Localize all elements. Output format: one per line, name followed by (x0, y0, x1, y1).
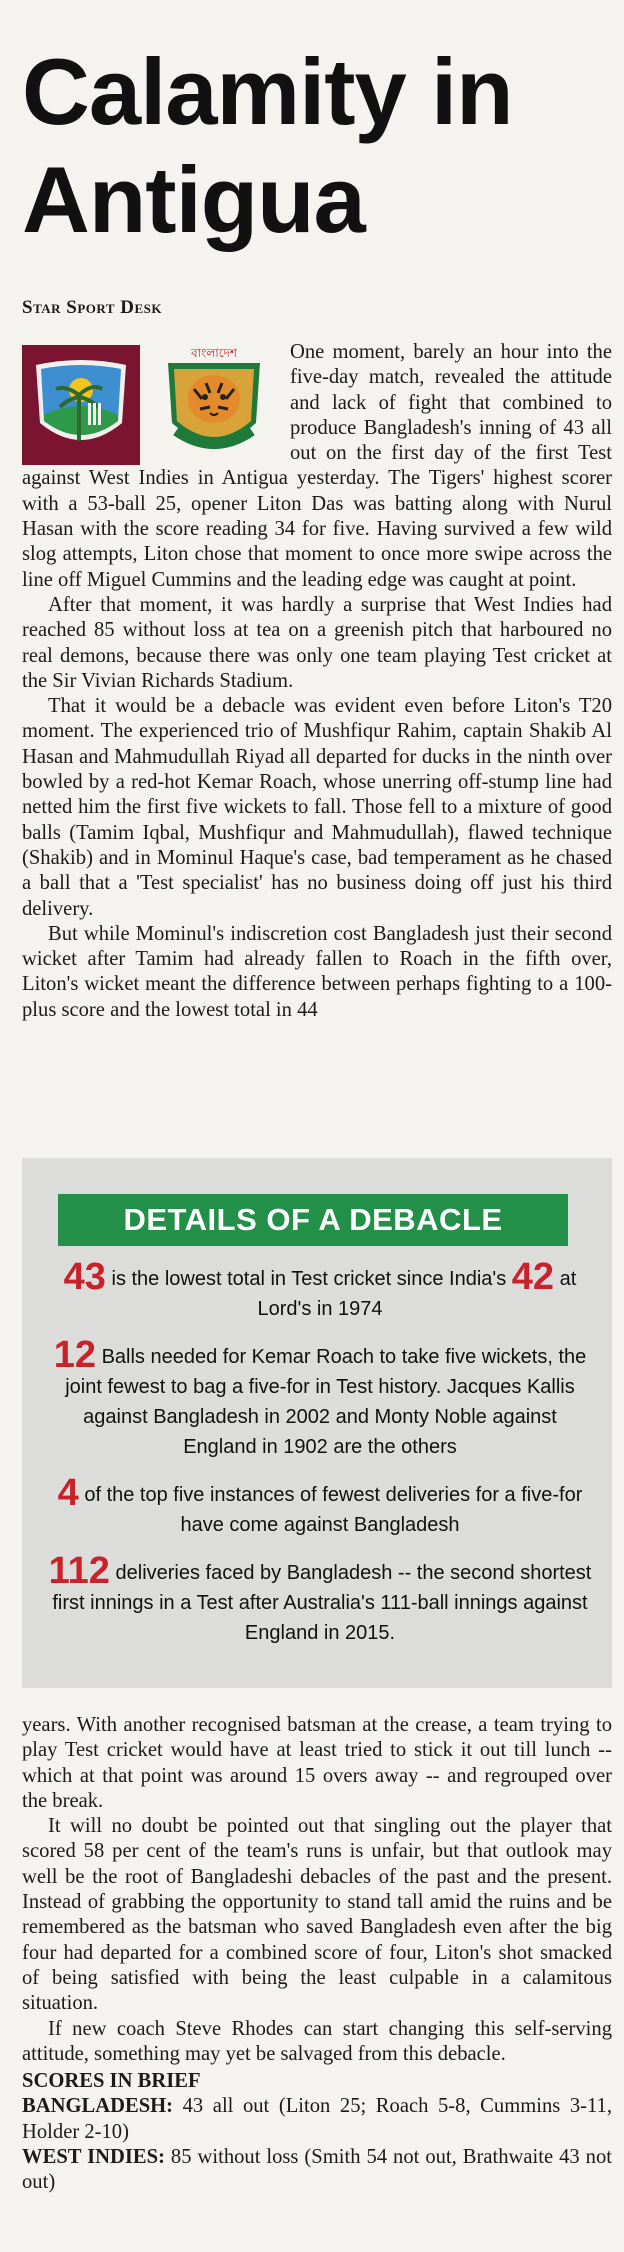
fact-text: Balls needed for Kemar Roach to take five wickets, the joint fewest to bag a five-for in Test history. Jacques Kallis against Bangladesh in 2002 and Monty Noble against England in 1902 are the others (65, 1346, 587, 1458)
fact-number: 43 (63, 1256, 106, 1298)
scores-heading: SCORES IN BRIEF (22, 2070, 201, 2093)
paragraph-4: But while Mominul's indiscretion cost Bangladesh just their second wicket after Tamim had already fallen to Roach in the fifth over, Liton's wicket meant the difference between perhaps fighting to a 100-plus score and the lowest total in 44 (22, 922, 612, 1021)
headline-line-2: Antigua (22, 147, 365, 252)
paragraph-6: It will no doubt be pointed out that singling out the player that scored 58 per cent of the team's runs is unfair, but that outlook may well be the root of Bangladeshi debacles of the past and the present. Instead of grabbing the opportunity to stand tall amid the ruins and be remembered as the batsman who saved Bangladesh even after the big four had departed for a combined score of four, Liton's shot smacked of being satisfied with being the least culpable in a calamitous situation. (22, 1815, 612, 2015)
fact-number: 112 (48, 1550, 110, 1592)
fact-item (46, 1550, 594, 1648)
paragraph-7: If new coach Steve Rhodes can start changing this self-serving attitude, something may yet be salvaged from this debacle. (22, 2017, 612, 2065)
details-box (22, 1158, 612, 1688)
score-detail: 85 without loss (Smith 54 not out, Brathwaite 43 not out) (22, 2146, 612, 2194)
paragraph-1: One moment, barely an hour into the five-day match, revealed the attitude and lack of fight that combined to produce Bangladesh's inning of 43 all out on the first day of the first Test against West Indies in Antigua yesterday. The Tigers' highest scorer with a 53-ball 25, opener Liton Das was batting along with Nurul Hasan with the score reading 34 for five. Having survived a few wild slog attempts, Liton chose that moment to once more swipe across the line off Miguel Cummins and the leading edge was caught at point. (22, 341, 612, 591)
scores-in-brief (22, 2069, 612, 2195)
byline: Star Sport Desk (22, 297, 163, 318)
score-team: BANGLADESH: (22, 2095, 174, 2118)
score-detail: 43 all out (Liton 25; Roach 5-8, Cummins 3-11, Holder 2-10) (22, 2095, 612, 2143)
article-body-part-1 (22, 340, 612, 1023)
score-line (22, 2145, 612, 2196)
fact-number-secondary: 42 (511, 1256, 555, 1298)
headline (22, 38, 612, 254)
paragraph-3: That it would be a debacle was evident even before Liton's T20 moment. The experienced trio of Mushfiqur Rahim, captain Shakib Al Hasan and Mahmudullah Riyad all departed for ducks in the ninth over bowled by a red-hot Kemar Roach, whose unerring off-stump line had netted him the first five wickets to fall. Those fell to a mixture of good balls (Tamim Iqbal, Mushfiqur and Mahmudullah), flawed technique (Shakib) and in Mominul Haque's case, bad temperament as he chased a ball that a 'Test specialist' has no business doing off just his third delivery. (22, 695, 612, 920)
fact-item (46, 1334, 594, 1462)
paragraph-5: years. With another recognised batsman at the crease, a team trying to play Test cricket would have at least tried to stick it out till lunch -- which at that point was around 15 overs away -- and regrouped over the break. (22, 1714, 612, 1812)
fact-text: is the lowest total in Test cricket since India's (105, 1268, 512, 1290)
fact-item (46, 1472, 594, 1540)
score-line (22, 2094, 612, 2145)
article-body-part-2 (22, 1713, 612, 2196)
fact-number: 4 (57, 1472, 79, 1514)
fact-text: of the top five instances of fewest deliveries for a five-for have come against Bangladesh (78, 1484, 583, 1536)
fact-text-secondary: at Lord's in 1974 (257, 1268, 577, 1320)
paragraph-2: After that moment, it was hardly a surprise that West Indies had reached 85 without loss at tea on a greenish pitch that harboured no real demons, because there was only one team playing Test cricket at the Sir Vivian Richards Stadium. (22, 593, 612, 692)
fact-text: deliveries faced by Bangladesh -- the second shortest first innings in a Test after Australia's 111-ball innings against England in 2015. (52, 1562, 592, 1644)
details-box-title: DETAILS OF A DEBACLE (58, 1194, 568, 1246)
fact-item (46, 1256, 594, 1324)
facts-list (46, 1256, 594, 1664)
logo-spacer (22, 340, 290, 458)
svg-text:বাংলাদেশ: বাংলাদেশ (191, 346, 237, 360)
fact-number: 12 (53, 1334, 97, 1376)
headline-line-1: Calamity in (22, 39, 513, 144)
score-team: WEST INDIES: (22, 2146, 165, 2169)
